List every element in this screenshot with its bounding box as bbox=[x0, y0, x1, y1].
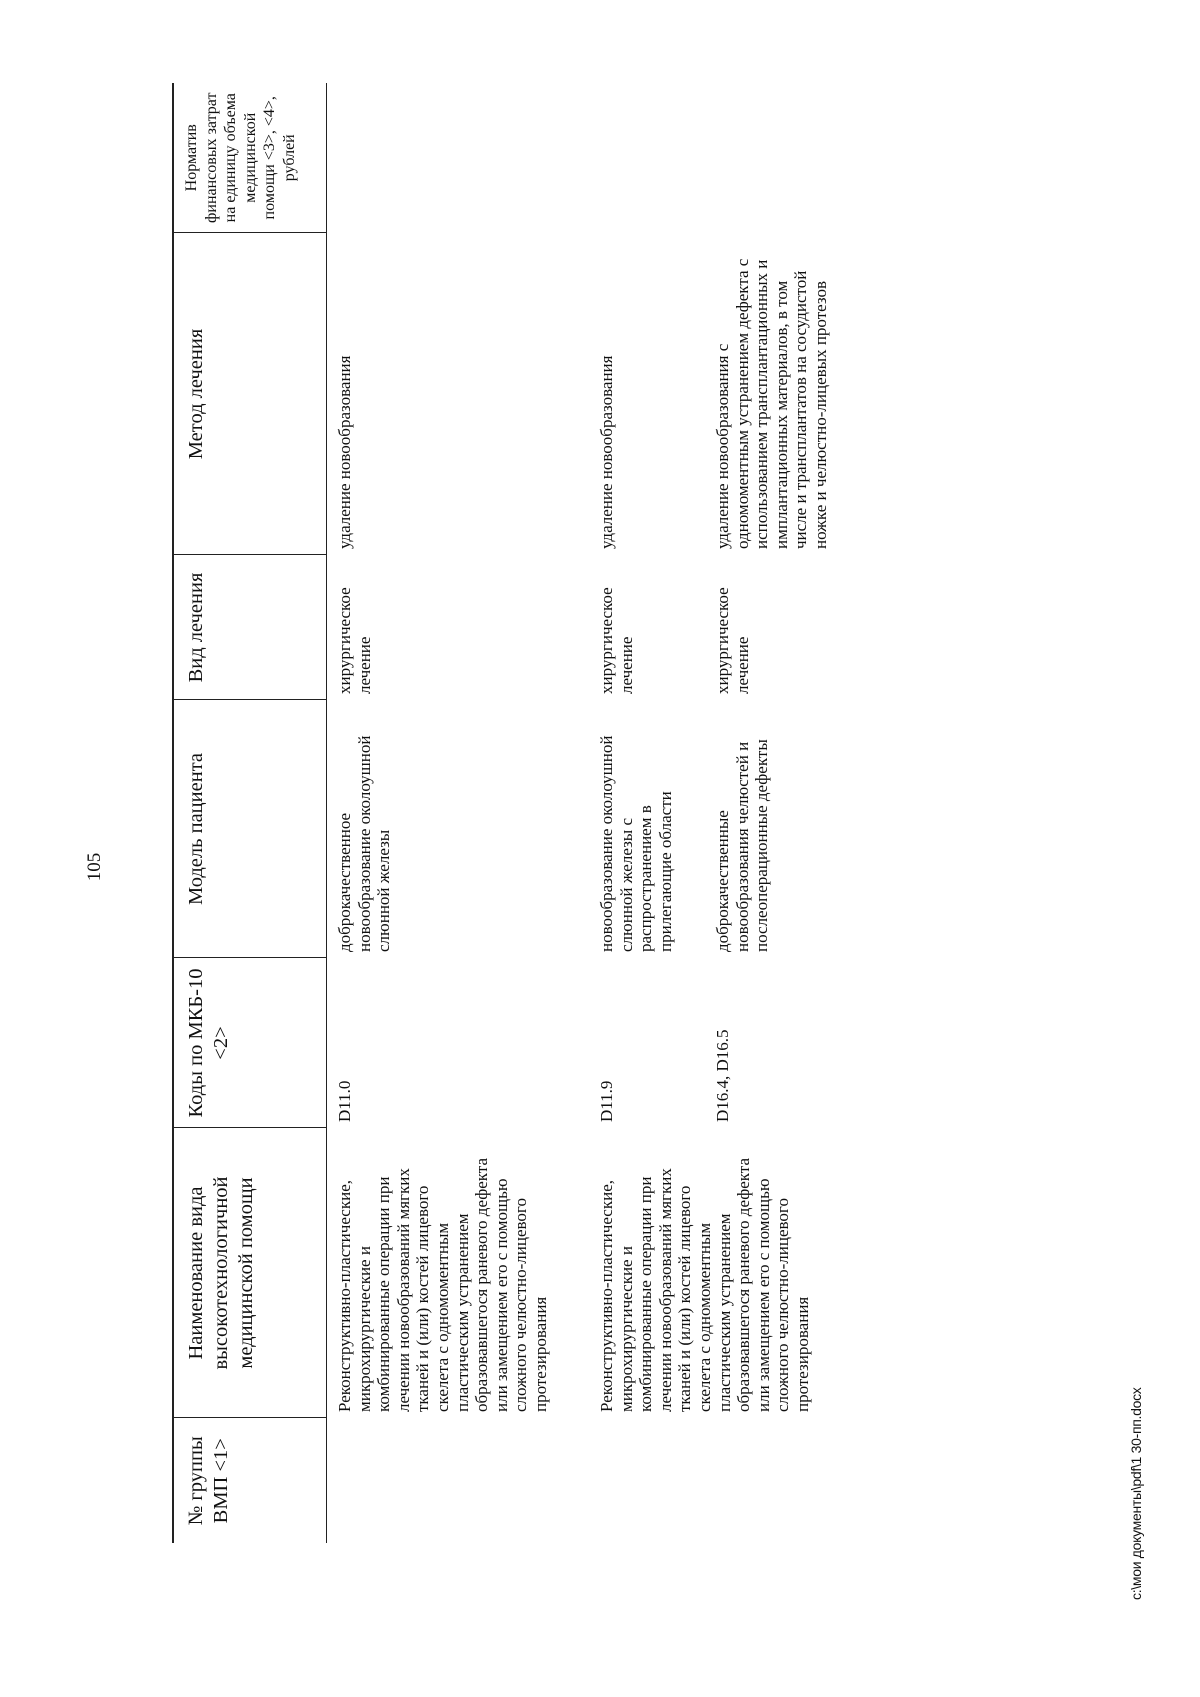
cell-type: хирургическое лечение bbox=[335, 587, 374, 694]
cell-codes: D11.0 bbox=[335, 1080, 354, 1122]
cell-cost bbox=[705, 83, 891, 233]
header-care-type-name: Наименование вида высокотехнологичной медицинской помощи bbox=[173, 1128, 327, 1418]
cell-method: удаление новообразования bbox=[597, 355, 616, 549]
cell-method: удаление новообразования с одномоментным устранением дефекта с использованием трансплантационных и имплантационных материалов, в том числе и трансплантатов на сосудистой ножке и челюстно-лицевых протезов bbox=[713, 258, 830, 549]
cell-name: Реконструктивно-пластические, микрохирургические и комбинированные операции при лечении новообразований мягких тканей и (или) костей лицевого скелета с одномоментным пластическим устранением образовавшегося раневого дефекта или замещением его с помощью сложного челюстно-лицевого протезирования bbox=[335, 1158, 550, 1412]
header-treatment-type: Вид лечения bbox=[173, 555, 327, 700]
table-row bbox=[589, 83, 705, 1543]
cell-group bbox=[589, 1418, 705, 1543]
header-icd-codes: Коды по МКБ-10 <2> bbox=[173, 958, 327, 1128]
vmp-table bbox=[172, 83, 891, 1543]
header-patient-model: Модель пациента bbox=[173, 700, 327, 958]
cell-model: доброкачественные новообразования челюстей и послеоперационные дефекты bbox=[713, 739, 772, 952]
footer-file-path: c:\мои документы\pdf\1 30-пп.docx bbox=[1128, 1387, 1144, 1600]
cell-codes: D11.9 bbox=[597, 1080, 616, 1122]
cell-model: новообразование околоушной слюнной железы с распространением в прилегающие области bbox=[597, 735, 675, 952]
page-number: 105 bbox=[84, 852, 105, 882]
cell-group bbox=[705, 1418, 891, 1543]
cell-cost bbox=[589, 83, 705, 233]
cell-cost bbox=[327, 83, 590, 233]
table-header-row bbox=[173, 83, 327, 1543]
table-row bbox=[327, 83, 590, 1543]
cell-method: удаление новообразования bbox=[335, 355, 354, 549]
cell-codes: D16.4, D16.5 bbox=[713, 1029, 732, 1122]
header-cost-standard: Норматив финансовых затрат на единицу объема медицинской помощи <3>, <4>, рублей bbox=[173, 83, 327, 233]
cell-name: Реконструктивно-пластические, микрохирургические и комбинированные операции при лечении новообразований мягких тканей и (или) костей лицевого скелета с одномоментным пластическим устранением образовавшегося раневого дефекта или замещением его с помощью сложного челюстно-лицевого протезирования bbox=[597, 1158, 812, 1412]
cell-type: хирургическое лечение bbox=[597, 587, 636, 694]
cell-model: доброкачественное новообразование околоушной слюнной железы bbox=[335, 735, 394, 952]
cell-group bbox=[327, 1418, 590, 1543]
cell-type: хирургическое лечение bbox=[713, 587, 752, 694]
header-treatment-method: Метод лечения bbox=[173, 233, 327, 555]
header-group-number: № группы ВМП <1> bbox=[173, 1418, 327, 1543]
